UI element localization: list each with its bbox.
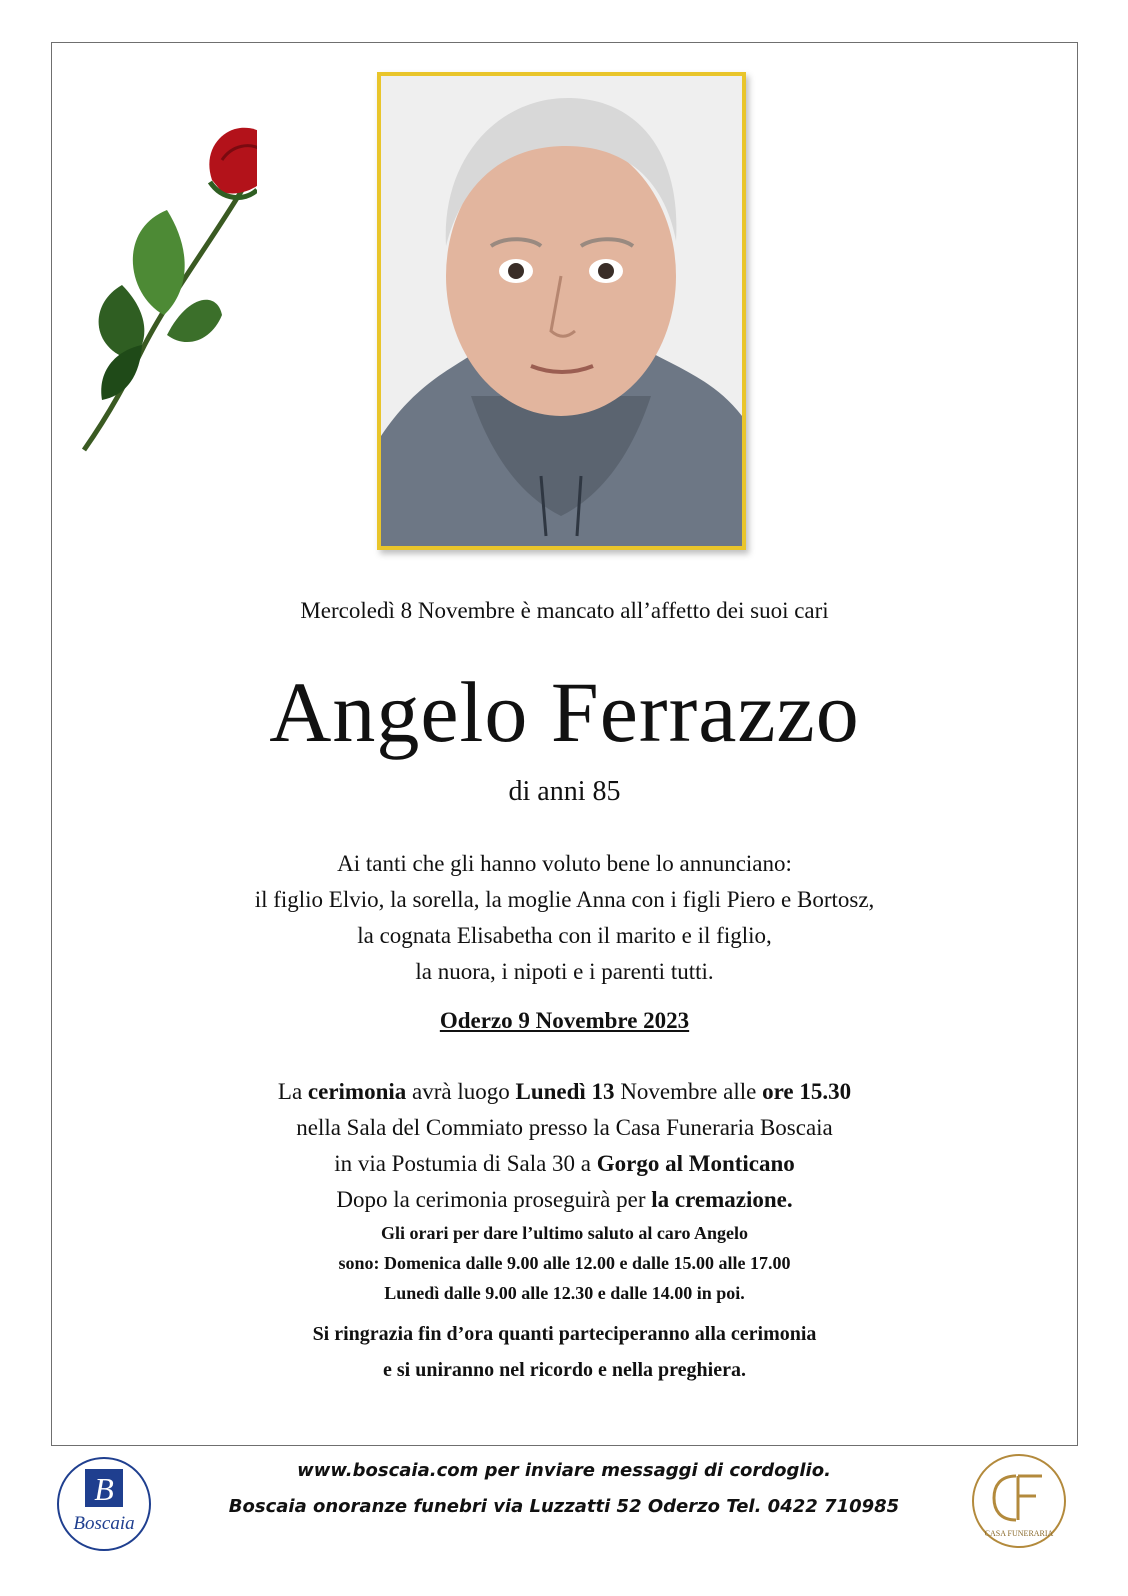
ceremony-block	[51, 1074, 1078, 1218]
ceremony-line	[51, 1182, 1078, 1218]
boscaia-logo-text: Boscaia	[73, 1513, 135, 1534]
ceremony-text: Gorgo al Monticano	[596, 1151, 795, 1176]
ceremony-text: Lunedì 13	[515, 1079, 615, 1104]
footer-address-line: Boscaia onoranze funebri via Luzzatti 52 Oderzo Tel. 0422 710985	[228, 1496, 900, 1517]
thanks-line: e si uniranno nel ricordo e nella preghiera.	[383, 1359, 746, 1381]
thanks-line: Si ringrazia fin d’ora quanti parteciperanno alla cerimonia	[312, 1323, 817, 1345]
visiting-line: Gli orari per dare l’ultimo saluto al caro Angelo	[381, 1223, 748, 1243]
boscaia-logo-icon	[55, 1455, 153, 1553]
ceremony-text: in via Postumia di Sala 30 a	[334, 1151, 597, 1176]
ceremony-text: avrà luogo	[406, 1079, 516, 1104]
intro-text: Mercoledì 8 Novembre è mancato all’affetto dei suoi cari	[300, 598, 829, 623]
casa-funeraria-logo-icon	[970, 1452, 1068, 1550]
announcement-block	[51, 846, 1078, 990]
announce-line: la nuora, i nipoti e i parenti tutti.	[415, 959, 714, 984]
casa-funeraria-logo-text: CASA FUNERARIA	[984, 1529, 1054, 1538]
boscaia-logo-letter: B	[94, 1471, 114, 1507]
footer-website-line: www.boscaia.com per inviare messaggi di cordoglio.	[297, 1460, 831, 1481]
announce-line: Ai tanti che gli hanno voluto bene lo annunciano:	[337, 851, 792, 876]
announce-line: la cognata Elisabetha con il marito e il figlio,	[357, 923, 772, 948]
ceremony-line: nella Sala del Commiato presso la Casa Funeraria Boscaia	[296, 1115, 833, 1140]
announce-line: il figlio Elvio, la sorella, la moglie Anna con i figli Piero e Bortosz,	[254, 887, 875, 912]
rose-icon	[72, 120, 257, 465]
portrait-photo	[377, 72, 746, 550]
deceased-name: Angelo Ferrazzo	[269, 664, 860, 760]
ceremony-text: ore 15.30	[762, 1079, 852, 1104]
ceremony-text: Dopo la cerimonia proseguirà per	[336, 1187, 652, 1212]
ceremony-text: la cremazione.	[651, 1187, 793, 1212]
ceremony-text: cerimonia	[307, 1079, 407, 1104]
place-date: Oderzo 9 Novembre 2023	[439, 1008, 690, 1033]
age-text: di anni 85	[508, 776, 621, 807]
ceremony-line	[51, 1146, 1078, 1182]
visiting-line: Lunedì dalle 9.00 alle 12.30 e dalle 14.00 in poi.	[384, 1283, 745, 1303]
thanks-block	[51, 1316, 1078, 1388]
ceremony-line	[51, 1074, 1078, 1110]
visiting-hours	[51, 1218, 1078, 1308]
visiting-line: sono: Domenica dalle 9.00 alle 12.00 e dalle 15.00 alle 17.00	[338, 1253, 791, 1273]
ceremony-text: Novembre alle	[614, 1079, 763, 1104]
ceremony-text: La	[277, 1079, 308, 1104]
